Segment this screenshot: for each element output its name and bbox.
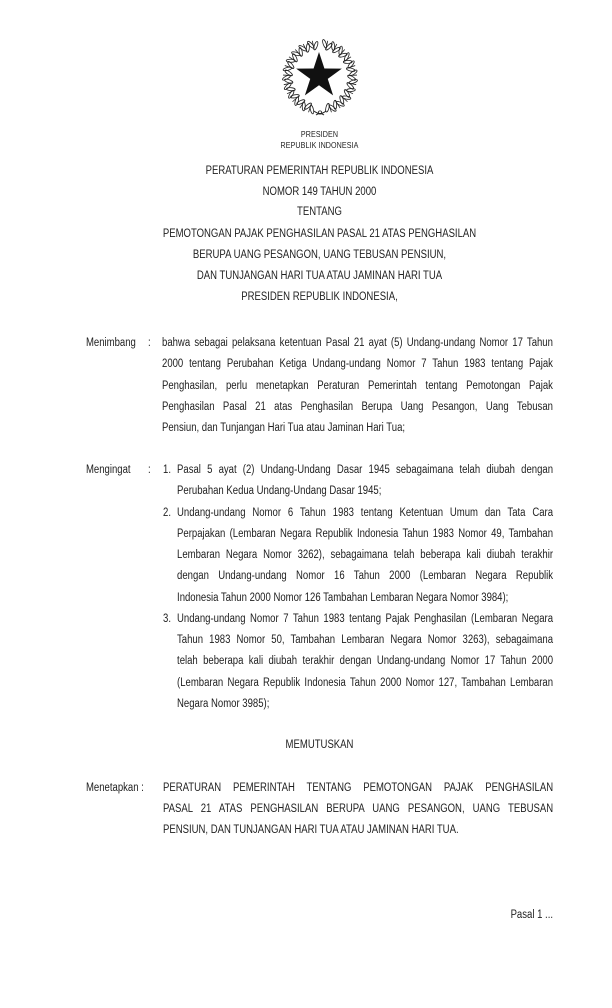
menimbang-line: bahwa sebagai pelaksana ketentuan Pasal 21 ayat (5) Undang-undang Nomor 17 Tahun bbox=[162, 337, 553, 349]
mengingat-item-line: Perpajakan (Lembaran Negara Republik Indonesia Tahun 1983 Nomor 49, Tambahan bbox=[177, 528, 554, 540]
mengingat-item-number: 1. bbox=[163, 464, 171, 476]
title-subject-line-2: BERUPA UANG PESANGON, UANG TEBUSAN PENSIUN, bbox=[192, 249, 447, 261]
title-number: NOMOR 149 TAHUN 2000 bbox=[262, 186, 377, 198]
seal-caption-president: PRESIDEN bbox=[300, 129, 339, 139]
mengingat-item-line: Undang-undang Nomor 6 Tahun 1983 tentang Ketentuan Umum dan Tata Cara bbox=[177, 507, 554, 519]
menimbang-label: Menimbang bbox=[85, 337, 136, 349]
mengingat-item-line: telah beberapa kali diubah terakhir dengan Undang-undang Nomor 17 Tahun 2000 bbox=[177, 655, 554, 667]
mengingat-item-line: Tahun 1983 Nomor 50, Tambahan Lembaran Negara Nomor 3263), sebagaimana bbox=[177, 634, 554, 646]
mengingat-item-line: Pasal 5 ayat (2) Undang-Undang Dasar 1945 sebagaimana telah diubah dengan bbox=[177, 464, 554, 476]
mengingat-item-line: Negara Nomor 3985); bbox=[177, 698, 270, 710]
mengingat-item-number: 3. bbox=[163, 613, 171, 625]
decision-heading: MEMUTUSKAN bbox=[285, 739, 354, 751]
menimbang-colon: : bbox=[147, 337, 151, 349]
menimbang-line: Penghasilan, perlu menetapkan Peraturan Pemerintah tentang Pemotongan Pajak bbox=[162, 380, 553, 392]
menetapkan-line: PERATURAN PEMERINTAH TENTANG PEMOTONGAN PAJAK PENGHASILAN bbox=[163, 782, 554, 794]
mengingat-item-line: (Lembaran Negara Republik Indonesia Tahun 2000 Nomor 127, Tambahan Lembaran bbox=[177, 677, 554, 689]
mengingat-item-line: Undang-undang Nomor 7 Tahun 1983 tentang Pajak Penghasilan (Lembaran Negara bbox=[177, 613, 554, 625]
title-subject-line-3: DAN TUNJANGAN HARI TUA ATAU JAMINAN HARI TUA bbox=[196, 270, 443, 282]
mengingat-item-line: Indonesia Tahun 2000 Nomor 126 Tambahan Lembaran Negara Nomor 3984); bbox=[177, 592, 509, 604]
title-subject-line-1: PEMOTONGAN PAJAK PENGHASILAN PASAL 21 ATAS PENGHASILAN bbox=[162, 228, 477, 240]
mengingat-item-line: dengan Undang-undang Nomor 16 Tahun 2000 (Lembaran Negara Republik bbox=[177, 570, 554, 582]
menetapkan-line: PENSIUN, DAN TUNJANGAN HARI TUA ATAU JAMINAN HARI TUA. bbox=[163, 824, 459, 836]
menetapkan-label: Menetapkan : bbox=[85, 782, 144, 794]
mengingat-item-number: 2. bbox=[163, 507, 171, 519]
menetapkan-line: PASAL 21 ATAS PENGHASILAN BERUPA UANG PESANGON, UANG TEBUSAN bbox=[163, 803, 554, 815]
mengingat-colon: : bbox=[147, 464, 151, 476]
menimbang-line: Penghasilan Pasal 21 atas Penghasilan Berupa Uang Pesangon, Uang Tebusan bbox=[162, 401, 553, 413]
menimbang-line: 2000 tentang Perubahan Ketiga Undang-undang Nomor 7 Tahun 1983 tentang Pajak bbox=[162, 358, 553, 370]
mengingat-item-line: Lembaran Negara Nomor 3262), sebagaimana telah beberapa kali diubah terakhir bbox=[177, 549, 554, 561]
mengingat-item-line: Perubahan Kedua Undang-Undang Dasar 1945; bbox=[177, 485, 382, 497]
menimbang-line: Pensiun, dan Tunjangan Hari Tua atau Jaminan Hari Tua; bbox=[162, 422, 406, 434]
mengingat-label: Mengingat bbox=[85, 464, 131, 476]
title-regulation: PERATURAN PEMERINTAH REPUBLIK INDONESIA bbox=[205, 165, 434, 177]
title-about: TENTANG bbox=[297, 206, 342, 218]
seal-caption-republic: REPUBLIK INDONESIA bbox=[280, 140, 359, 150]
title-issuer: PRESIDEN REPUBLIK INDONESIA, bbox=[241, 291, 398, 303]
page-continuation: Pasal 1 ... bbox=[510, 909, 554, 921]
